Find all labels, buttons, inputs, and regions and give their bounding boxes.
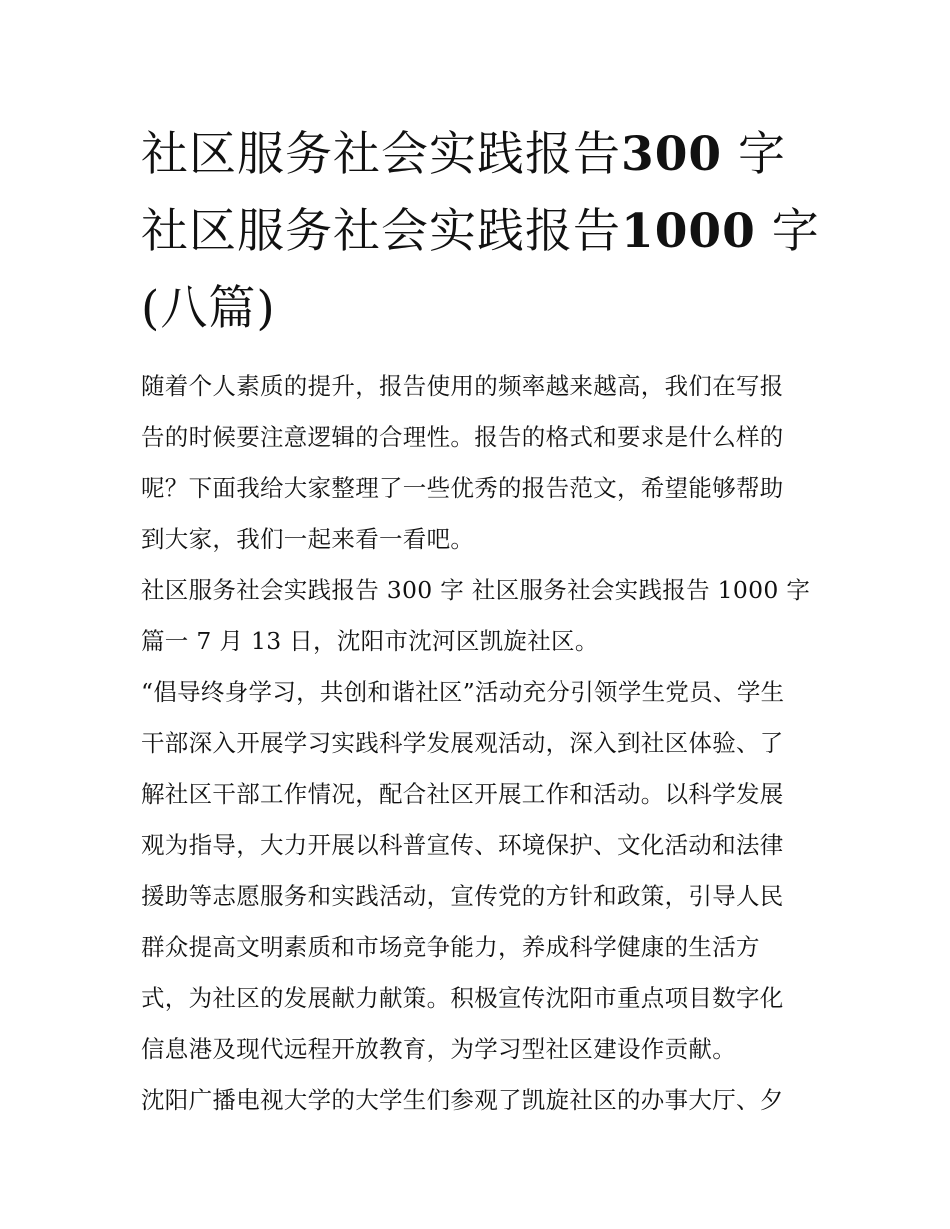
text-line: 群众提高文明素质和市场竞争能力，养成科学健康的生活方 bbox=[141, 933, 760, 961]
title-line-number: 300 bbox=[621, 127, 723, 182]
section-heading-paragraph bbox=[141, 565, 813, 667]
visit-paragraph bbox=[141, 1075, 813, 1126]
text-line: 观为指导，大力开展以科普宣传、环境保护、文化活动和法律 bbox=[141, 831, 784, 859]
title-line bbox=[141, 193, 820, 270]
title-line-text: (八篇) bbox=[141, 281, 276, 336]
document-page bbox=[141, 116, 820, 1126]
text-line: 随着个人素质的提升，报告使用的频率越来越高，我们在写报 bbox=[141, 372, 784, 400]
text-line: 解社区干部工作情况，配合社区开展工作和活动。以科学发展 bbox=[141, 780, 784, 808]
title-line-number: 1000 bbox=[621, 204, 756, 259]
text-line: 干部深入开展学习实践科学发展观活动，深入到社区体验、了 bbox=[141, 729, 784, 757]
title-line-suffix: 字 bbox=[755, 204, 820, 259]
text-line: 篇一 7 月 13 日，沈阳市沈河区凯旋社区。 bbox=[141, 627, 599, 655]
text-line: 告的时候要注意逻辑的合理性。报告的格式和要求是什么样的 bbox=[141, 423, 784, 451]
title-line bbox=[141, 270, 813, 347]
title-line-text: 社区服务社会实践报告 bbox=[141, 127, 621, 182]
text-line: “倡导终身学习，共创和谐社区”活动充分引领学生党员、学生 bbox=[141, 678, 785, 706]
text-line: 社区服务社会实践报告 300 字 社区服务社会实践报告 1000 字 bbox=[141, 576, 811, 604]
document-body bbox=[141, 361, 813, 1126]
title-line bbox=[141, 116, 813, 193]
activity-paragraph bbox=[141, 667, 813, 1075]
text-line: 援助等志愿服务和实践活动，宣传党的方针和政策，引导人民 bbox=[141, 882, 784, 910]
title-line-suffix: 字 bbox=[722, 127, 787, 182]
text-line: 呢？下面我给大家整理了一些优秀的报告范文，希望能够帮助 bbox=[141, 474, 784, 502]
intro-paragraph bbox=[141, 361, 813, 565]
text-line: 式，为社区的发展献力献策。积极宣传沈阳市重点项目数字化 bbox=[141, 984, 784, 1012]
document-title bbox=[141, 116, 820, 347]
title-line-text: 社区服务社会实践报告 bbox=[141, 204, 621, 259]
text-line: 信息港及现代远程开放教育，为学习型社区建设作贡献。 bbox=[141, 1035, 736, 1063]
text-line: 沈阳广播电视大学的大学生们参观了凯旋社区的办事大厅、夕 bbox=[141, 1086, 784, 1114]
text-line: 到大家，我们一起来看一看吧。 bbox=[141, 525, 475, 553]
